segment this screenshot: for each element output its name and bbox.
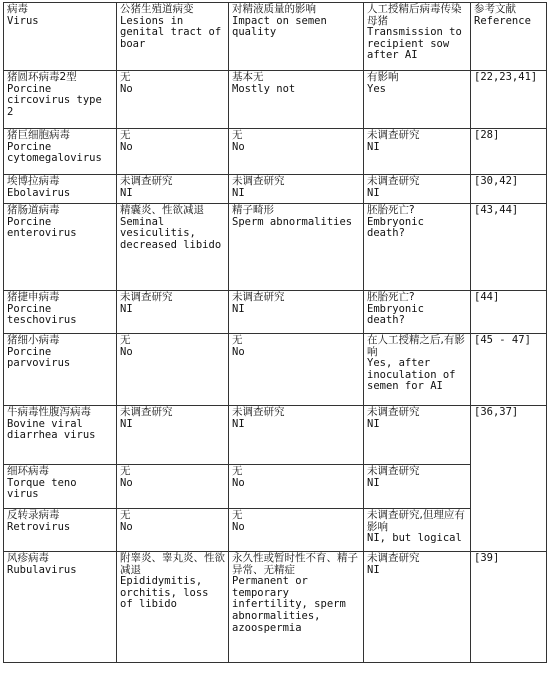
cell-reference-text: [43,44] bbox=[474, 204, 519, 216]
cell-impact-en: No bbox=[232, 520, 245, 533]
cell-transmission bbox=[364, 334, 471, 406]
header-virus bbox=[4, 3, 117, 71]
cell-impact bbox=[229, 509, 364, 552]
cell-transmission bbox=[364, 509, 471, 552]
cell-lesions bbox=[117, 175, 229, 204]
cell-impact-zh: 无 bbox=[232, 465, 243, 477]
cell-transmission-en: NI bbox=[367, 417, 380, 430]
cell-impact-zh: 无 bbox=[232, 334, 243, 346]
cell-virus bbox=[4, 129, 117, 175]
cell-lesions bbox=[117, 129, 229, 175]
cell-virus bbox=[4, 291, 117, 334]
cell-transmission bbox=[364, 204, 471, 291]
cell-lesions-en: No bbox=[120, 476, 133, 489]
cell-lesions-zh: 附睾炎、睾丸炎、性欲减退 bbox=[120, 552, 225, 576]
table-row bbox=[4, 334, 547, 406]
cell-transmission-zh: 未调查研究 bbox=[367, 175, 420, 187]
cell-lesions bbox=[117, 291, 229, 334]
cell-reference-text: [22,23,41] bbox=[474, 71, 538, 83]
cell-transmission-zh: 胚胎死亡? bbox=[367, 204, 415, 216]
header-virus-zh: 病毒 bbox=[7, 3, 28, 15]
table-row bbox=[4, 552, 547, 663]
cell-lesions-zh: 未调查研究 bbox=[120, 291, 173, 303]
table-header-row bbox=[4, 3, 547, 71]
cell-virus-zh: 猪细小病毒 bbox=[7, 334, 60, 346]
cell-virus bbox=[4, 552, 117, 663]
cell-lesions-zh: 无 bbox=[120, 465, 131, 477]
cell-transmission-zh: 未调查研究,但理应有影响 bbox=[367, 509, 465, 533]
cell-impact bbox=[229, 204, 364, 291]
cell-transmission-en: NI bbox=[367, 140, 380, 153]
table-row bbox=[4, 406, 547, 465]
cell-virus-en: Porcine teschovirus bbox=[7, 302, 77, 327]
cell-lesions-en: No bbox=[120, 140, 133, 153]
cell-lesions-en: NI bbox=[120, 302, 133, 315]
cell-lesions-en: NI bbox=[120, 417, 133, 430]
cell-lesions-en: No bbox=[120, 82, 133, 95]
cell-virus bbox=[4, 204, 117, 291]
cell-transmission-zh: 在人工授精之后,有影响 bbox=[367, 334, 465, 358]
cell-virus-zh: 反转录病毒 bbox=[7, 509, 60, 521]
table-row bbox=[4, 71, 547, 129]
cell-lesions-en: No bbox=[120, 345, 133, 358]
cell-lesions-zh: 无 bbox=[120, 334, 131, 346]
cell-reference bbox=[471, 129, 547, 175]
cell-lesions-en: NI bbox=[120, 186, 133, 199]
cell-impact-zh: 未调查研究 bbox=[232, 175, 285, 187]
table-row bbox=[4, 175, 547, 204]
cell-lesions-zh: 未调查研究 bbox=[120, 175, 173, 187]
cell-reference bbox=[471, 509, 547, 552]
cell-impact-en: No bbox=[232, 345, 245, 358]
cell-transmission bbox=[364, 175, 471, 204]
cell-virus-en: Torque teno virus bbox=[7, 476, 77, 501]
header-reference-en: Reference bbox=[474, 14, 531, 27]
cell-transmission-en: NI, but logical bbox=[367, 532, 462, 545]
cell-virus-zh: 猪圆环病毒2型 bbox=[7, 71, 77, 83]
cell-impact-zh: 无 bbox=[232, 129, 243, 141]
cell-impact-zh: 精子畸形 bbox=[232, 204, 274, 216]
cell-impact-zh: 基本无 bbox=[232, 71, 264, 83]
cell-reference bbox=[471, 552, 547, 663]
cell-transmission-en: Yes bbox=[367, 82, 386, 95]
cell-reference-text: [28] bbox=[474, 129, 500, 141]
cell-transmission bbox=[364, 129, 471, 175]
cell-virus-en: Porcine enterovirus bbox=[7, 215, 77, 240]
cell-virus-en: Ebolavirus bbox=[7, 186, 71, 199]
cell-transmission-zh: 未调查研究 bbox=[367, 406, 420, 418]
cell-lesions-zh: 无 bbox=[120, 129, 131, 141]
cell-impact-en: No bbox=[232, 140, 245, 153]
cell-reference bbox=[471, 204, 547, 291]
cell-reference bbox=[471, 175, 547, 204]
header-reference bbox=[471, 3, 547, 71]
table-row bbox=[4, 204, 547, 291]
cell-transmission-en: NI bbox=[367, 186, 380, 199]
cell-impact bbox=[229, 129, 364, 175]
cell-virus-zh: 埃博拉病毒 bbox=[7, 175, 60, 187]
header-impact bbox=[229, 3, 364, 71]
cell-impact-en: Sperm abnormalities bbox=[232, 215, 353, 228]
cell-impact bbox=[229, 71, 364, 129]
cell-reference-text: [44] bbox=[474, 291, 500, 303]
cell-virus-en: Porcine circovirus type 2 bbox=[7, 82, 102, 118]
cell-lesions-zh: 无 bbox=[120, 71, 131, 83]
cell-virus bbox=[4, 71, 117, 129]
virus-table bbox=[3, 2, 547, 663]
cell-lesions bbox=[117, 552, 229, 663]
header-lesions bbox=[117, 3, 229, 71]
table-row bbox=[4, 509, 547, 552]
table-row bbox=[4, 465, 547, 509]
cell-transmission bbox=[364, 406, 471, 465]
cell-virus-en: Porcine cytomegalovirus bbox=[7, 140, 102, 165]
cell-lesions-zh: 无 bbox=[120, 509, 131, 521]
document-page bbox=[3, 2, 547, 663]
cell-impact-en: NI bbox=[232, 186, 245, 199]
cell-lesions-zh: 精囊炎、性欲减退 bbox=[120, 204, 204, 216]
cell-virus-zh: 牛病毒性腹泻病毒 bbox=[7, 406, 91, 418]
cell-reference bbox=[471, 334, 547, 406]
cell-transmission-en: Yes, after inoculation of semen for AI bbox=[367, 357, 456, 393]
cell-transmission bbox=[364, 291, 471, 334]
cell-lesions bbox=[117, 334, 229, 406]
cell-reference bbox=[471, 291, 547, 334]
header-impact-en: Impact on semen quality bbox=[232, 14, 327, 39]
cell-transmission-zh: 有影响 bbox=[367, 71, 399, 83]
cell-transmission bbox=[364, 552, 471, 663]
cell-virus-zh: 猪巨细胞病毒 bbox=[7, 129, 70, 141]
cell-virus-zh: 猪肠道病毒 bbox=[7, 204, 60, 216]
cell-impact-en: NI bbox=[232, 302, 245, 315]
header-impact-zh: 对精液质量的影响 bbox=[232, 3, 316, 15]
cell-transmission-en: NI bbox=[367, 476, 380, 489]
cell-reference bbox=[471, 71, 547, 129]
cell-transmission-en: Embryonic death? bbox=[367, 215, 424, 240]
cell-impact bbox=[229, 291, 364, 334]
cell-impact-zh: 未调查研究 bbox=[232, 406, 285, 418]
cell-impact bbox=[229, 465, 364, 509]
cell-impact-en: Permanent or temporary infertility, sperm abnormalities, azoospermia bbox=[232, 575, 346, 634]
header-transmission bbox=[364, 3, 471, 71]
cell-lesions bbox=[117, 509, 229, 552]
cell-virus-zh: 风疹病毒 bbox=[7, 552, 49, 564]
cell-reference bbox=[471, 406, 547, 465]
header-reference-zh: 参考文献 bbox=[474, 3, 516, 15]
table-row bbox=[4, 129, 547, 175]
cell-virus bbox=[4, 334, 117, 406]
cell-virus bbox=[4, 509, 117, 552]
cell-virus bbox=[4, 406, 117, 465]
header-transmission-en: Transmission to recipient sow after AI bbox=[367, 26, 462, 62]
cell-virus-en: Retrovirus bbox=[7, 520, 71, 533]
cell-transmission bbox=[364, 71, 471, 129]
cell-transmission-zh: 未调查研究 bbox=[367, 465, 420, 477]
cell-transmission bbox=[364, 465, 471, 509]
cell-lesions bbox=[117, 465, 229, 509]
cell-impact-zh: 永久性或暂时性不育、精子异常、无精症 bbox=[232, 552, 358, 576]
cell-reference-text: [45 - 47] bbox=[474, 334, 531, 346]
table-row bbox=[4, 291, 547, 334]
cell-impact bbox=[229, 406, 364, 465]
cell-transmission-en: Embryonic death? bbox=[367, 302, 424, 327]
cell-transmission-en: NI bbox=[367, 563, 380, 576]
cell-reference-text: [30,42] bbox=[474, 175, 519, 187]
cell-lesions-en: No bbox=[120, 520, 133, 533]
cell-virus-en: Bovine viral diarrhea virus bbox=[7, 417, 96, 442]
cell-transmission-zh: 未调查研究 bbox=[367, 552, 420, 564]
cell-lesions bbox=[117, 204, 229, 291]
cell-virus-zh: 细环病毒 bbox=[7, 465, 49, 477]
header-lesions-zh: 公猪生殖道病变 bbox=[120, 3, 194, 15]
cell-impact bbox=[229, 175, 364, 204]
cell-impact-en: NI bbox=[232, 417, 245, 430]
header-lesions-en: Lesions in genital tract of boar bbox=[120, 14, 222, 50]
cell-impact-zh: 未调查研究 bbox=[232, 291, 285, 303]
header-transmission-zh: 人工授精后病毒传染母猪 bbox=[367, 3, 462, 27]
cell-transmission-zh: 胚胎死亡? bbox=[367, 291, 415, 303]
cell-impact-en: No bbox=[232, 476, 245, 489]
cell-impact bbox=[229, 334, 364, 406]
cell-lesions bbox=[117, 71, 229, 129]
cell-virus bbox=[4, 175, 117, 204]
cell-lesions-en: Seminal vesiculitis, decreased libido bbox=[120, 215, 222, 251]
cell-impact-en: Mostly not bbox=[232, 82, 296, 95]
header-virus-en: Virus bbox=[7, 14, 39, 27]
cell-lesions-zh: 未调查研究 bbox=[120, 406, 173, 418]
cell-reference bbox=[471, 465, 547, 509]
cell-reference-text: [39] bbox=[474, 552, 500, 564]
cell-lesions bbox=[117, 406, 229, 465]
cell-virus-en: Porcine parvovirus bbox=[7, 345, 71, 370]
cell-virus-en: Rubulavirus bbox=[7, 563, 77, 576]
cell-impact bbox=[229, 552, 364, 663]
cell-transmission-zh: 未调查研究 bbox=[367, 129, 420, 141]
cell-reference-text: [36,37] bbox=[474, 406, 519, 418]
cell-lesions-en: Epididymitis, orchitis, loss of libido bbox=[120, 575, 209, 611]
cell-virus-zh: 猪捷申病毒 bbox=[7, 291, 60, 303]
cell-virus bbox=[4, 465, 117, 509]
cell-impact-zh: 无 bbox=[232, 509, 243, 521]
